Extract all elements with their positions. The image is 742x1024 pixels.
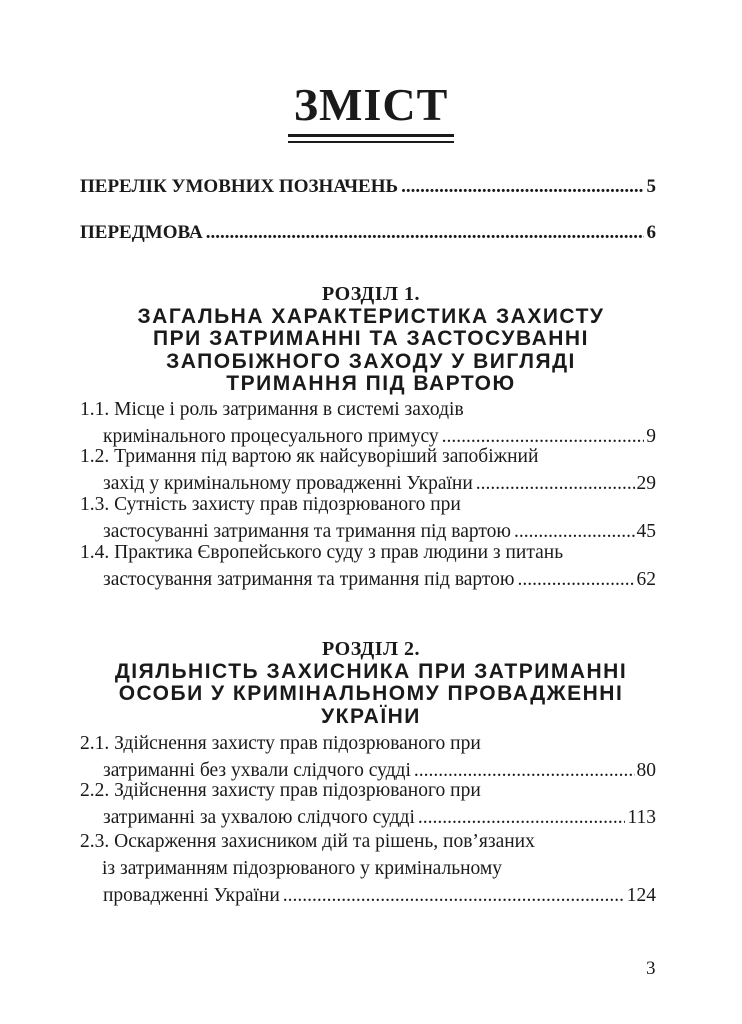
toc-item-line: 2.2. Здійснення захисту прав підозрюваного при bbox=[80, 780, 481, 801]
toc-page-number: 124 bbox=[626, 885, 656, 906]
toc-item-line: із затриманням підозрюваного у кримінальному bbox=[102, 858, 503, 879]
toc-item-1-4 bbox=[80, 539, 656, 593]
toc-item-1-1 bbox=[80, 396, 656, 450]
section-title-line: ЗАПОБІЖНОГО ЗАХОДУ У ВИГЛЯДІ bbox=[166, 349, 576, 373]
section-label: РОЗДІЛ 1. bbox=[322, 283, 420, 305]
toc-item-line: провадженні України bbox=[103, 885, 280, 906]
toc-leader-dots bbox=[518, 566, 635, 593]
toc-leader-dots bbox=[418, 804, 626, 831]
toc-page-number: 113 bbox=[627, 807, 656, 828]
toc-item-2-3 bbox=[80, 828, 656, 909]
toc-page-number: 29 bbox=[636, 473, 656, 494]
toc-item-line: 2.3. Оскарження захисником дій та рішень, пов’язаних bbox=[80, 831, 535, 852]
section-label: РОЗДІЛ 2. bbox=[322, 638, 420, 660]
toc-leader-dots bbox=[206, 222, 644, 244]
toc-page-number: 45 bbox=[636, 521, 656, 542]
page-number: 3 bbox=[646, 958, 656, 979]
toc-item-line: 1.1. Місце і роль затримання в системі заходів bbox=[80, 399, 464, 420]
toc-item-2-1 bbox=[80, 730, 656, 784]
section-title-line: УКРАЇНИ bbox=[321, 704, 421, 728]
toc-item-line: 1.4. Практика Європейського суду з прав людини з питань bbox=[80, 542, 564, 563]
toc-leader-dots bbox=[283, 882, 625, 909]
toc-item-2-2 bbox=[80, 777, 656, 831]
toc-entry-text: ПЕРЕЛІК УМОВНИХ ПОЗНАЧЕНЬ bbox=[80, 176, 399, 197]
section-title-line: ПРИ ЗАТРИМАННІ ТА ЗАСТОСУВАННІ bbox=[153, 327, 589, 350]
toc-entry-preface bbox=[80, 222, 656, 244]
toc-item-line: застосуванні затримання та тримання під вартою bbox=[103, 521, 511, 542]
toc-item-last-line bbox=[80, 804, 656, 831]
toc-item-line: 2.1. Здійснення захисту прав підозрюваного при bbox=[80, 733, 481, 754]
toc-item-line: захід у кримінальному провадженні України bbox=[103, 473, 473, 494]
toc-item-line: 1.3. Сутність захисту прав підозрюваного при bbox=[80, 494, 461, 515]
toc-item-line: затриманні без ухвали слідчого судді bbox=[103, 760, 411, 781]
toc-item-last-line bbox=[80, 566, 656, 593]
toc-leader-dots bbox=[401, 176, 643, 198]
toc-page-number: 80 bbox=[636, 760, 656, 781]
toc-item-line: 1.2. Тримання під вартою як найсуворіший запобіжний bbox=[80, 446, 539, 467]
toc-item-line: затриманні за ухвалою слідчого судді bbox=[103, 807, 415, 828]
title-wrapper bbox=[0, 79, 742, 137]
section-title-line: ЗАГАЛЬНА ХАРАКТЕРИСТИКА ЗАХИСТУ bbox=[137, 304, 605, 328]
toc-item-last-line bbox=[80, 882, 656, 909]
section-title-line: ОСОБИ У КРИМІНАЛЬНОМУ ПРОВАДЖЕННІ bbox=[118, 682, 624, 705]
toc-page-number: 62 bbox=[636, 569, 656, 590]
toc-page-number: 9 bbox=[646, 426, 656, 447]
page-title: ЗМІСТ bbox=[288, 82, 455, 137]
toc-page-number: 6 bbox=[646, 222, 656, 243]
toc-item-line: кримінального процесуального примусу bbox=[103, 426, 439, 447]
section-1-heading bbox=[60, 283, 682, 396]
section-title-line: ТРИМАННЯ ПІД ВАРТОЮ bbox=[226, 372, 516, 395]
toc-item-1-2 bbox=[80, 443, 656, 497]
toc-item-1-3 bbox=[80, 491, 656, 545]
toc-entry-abbreviations bbox=[80, 176, 656, 198]
toc-item-line: застосування затримання та тримання під вартою bbox=[103, 569, 515, 590]
toc-page-number: 5 bbox=[646, 176, 656, 197]
section-2-heading bbox=[60, 638, 682, 728]
section-title-line: ДІЯЛЬНІСТЬ ЗАХИСНИКА ПРИ ЗАТРИМАННІ bbox=[114, 659, 628, 683]
toc-entry-text: ПЕРЕДМОВА bbox=[80, 222, 203, 243]
